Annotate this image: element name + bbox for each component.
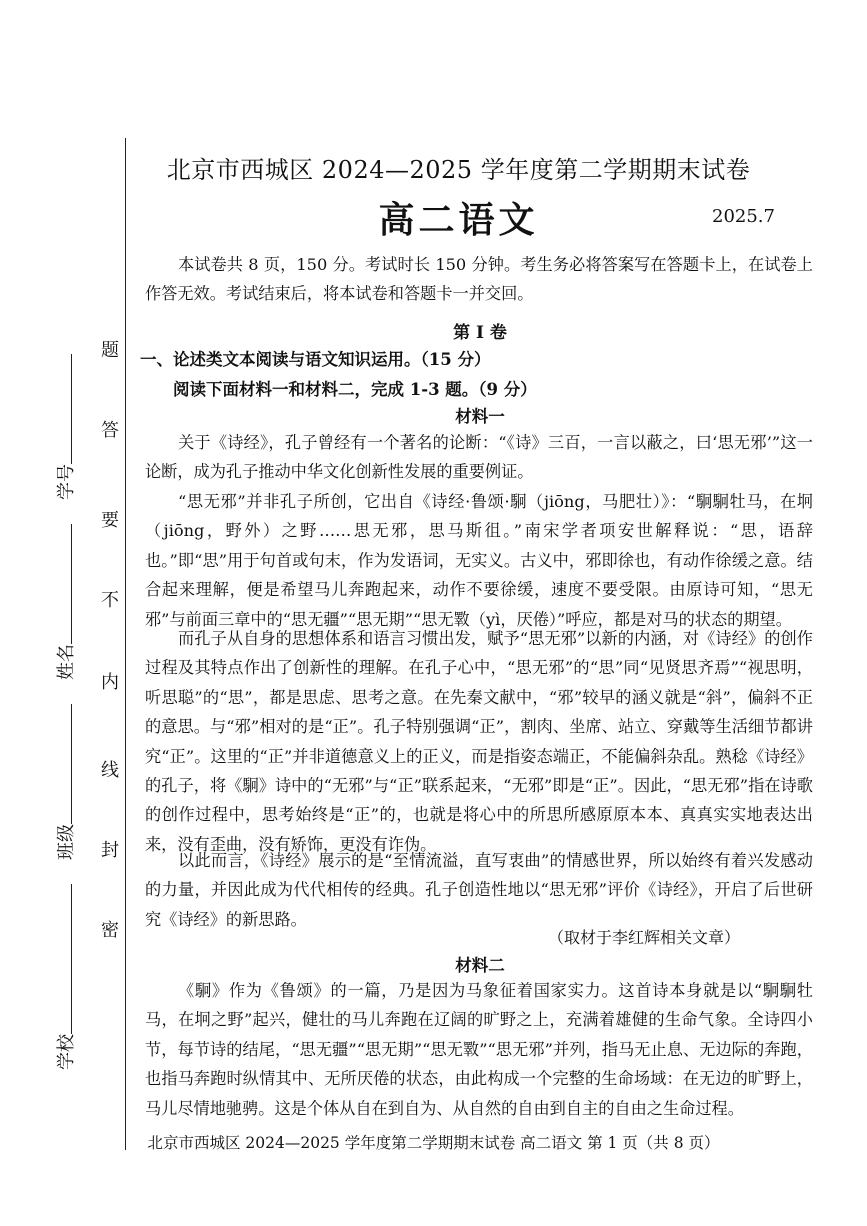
class-field[interactable] (52, 704, 78, 860)
instructions: 本试卷共 8 页，150 分。考试时长 150 分钟。考生务必将答案写在答题卡上，在试卷上作答无效。考试结束后，将本试卷和答题卡一并交回。 (145, 255, 813, 304)
material2-title: 材料二 (455, 956, 505, 975)
material2-paragraph-1: 《駉》作为《鲁颂》的一篇，乃是因为马象征着国家实力。这首诗本身就是以“駉駉牡马，在坰之野”起兴，健壮的马儿奔跑在辽阔的旷野之上，充满着雄健的生命气象。全诗四小节，每节诗的结尾，“思无疆”“思无期”“思无斁”“思无邪”并列，指马无止息、无边际的奔跑，也指马奔跑时纵情其中、无所厌倦的状态，由此构成一个完整的生命场域：在无边的旷野上，马儿尽情地驰骋。这是个体从自在到自为、从自然的自由到自主的自由之生命过程。 (145, 981, 813, 1118)
subject-title: 高二语文 (378, 199, 539, 241)
student-id-label: 学号 (56, 464, 77, 500)
seal-char-feng: 封 (98, 840, 119, 860)
name-field[interactable] (52, 524, 78, 680)
material1-paragraph-1: 关于《诗经》，孔子曾经有一个著名的论断：“《诗》三百，一言以蔽之，曰‘思无邪’”这一论断，成为孔子推动中华文化创新性发展的重要例证。 (145, 433, 813, 482)
seal-char-xian: 线 (98, 760, 119, 780)
school-field[interactable] (52, 884, 78, 1070)
binding-margin-line (125, 138, 126, 1150)
material1-paragraph-4: 以此而言，《诗经》展示的是“至情流溢，直写衷曲”的情感世界，所以始终有着兴发感动的力量，并因此成为代代相传的经典。孔子创造性地以“思无邪”评价《诗经》，开启了后世研究《诗经》的新思路。 (145, 851, 813, 929)
material1-source: （取材于李红辉相关文章） (548, 928, 741, 947)
school-label: 学校 (56, 1034, 77, 1070)
seal-char-mi: 密 (98, 920, 119, 940)
exam-title: 北京市西城区 2024—2025 学年度第二学期期末试卷 (166, 156, 751, 184)
exam-date: 2025.7 (712, 206, 775, 227)
section1-prompt: 阅读下面材料一和材料二，完成 1-3 题。（9 分） (173, 380, 537, 399)
seal-char-nei: 内 (98, 672, 119, 692)
material1-paragraph-2: “思无邪”并非孔子所创，它出自《诗经·鲁颂·駉（jiōng，马肥壮）》：“駉駉牡马，在坰（jiōng，野外）之野……思无邪，思马斯徂。”南宋学者项安世解释说：“思，语辞也。”即“思”用于句首或句末，作为发语词，无实义。古义中，邪即徐也，有动作徐缓之意。结合起来理解，便是希望马儿奔跑起来，动作不要徐缓，速度不要受限。由原诗可知，“思无邪”与前面三章中的“思无疆”“思无期”“思无斁（yì，厌倦）”呼应，都是对马的状态的期望。 (145, 492, 813, 629)
seal-char-bu: 不 (98, 590, 119, 610)
name-label: 姓名 (56, 644, 77, 680)
material1-title: 材料一 (455, 407, 505, 426)
seal-char-da: 答 (98, 420, 119, 440)
material1-paragraph-3: 而孔子从自身的思想体系和语言习惯出发，赋予“思无邪”以新的内涵，对《诗经》的创作过程及其特点作出了创新性的理解。在孔子心中，“思无邪”的“思”同“见贤思齐焉”“视思明，听思聪”的“思”，都是思虑、思考之意。在先秦文献中，“邪”较早的涵义就是“斜”，偏斜不正的意思。与“邪”相对的是“正”。孔子特别强调“正”，割肉、坐席、站立、穿戴等生活细节都讲究“正”。这里的“正”并非道德意义上的正义，而是指姿态端正，不能偏斜杂乱。熟稔《诗经》的孔子，将《駉》诗中的“无邪”与“正”联系起来，“无邪”即是“正”。因此，“思无邪”指在诗歌的创作过程中，思考始终是“正”的，也就是将心中的所思所感原原本本、真真实实地表达出来，没有歪曲，没有矫饰，更没有诈伪。 (145, 629, 813, 854)
volume-label: 第 I 卷 (453, 323, 507, 343)
page-footer: 北京市西城区 2024—2025 学年度第二学期期末试卷 高二语文 第 1 页（共 8 页） (147, 1134, 720, 1152)
class-label: 班级 (56, 824, 77, 860)
seal-char-yao: 要 (98, 510, 119, 530)
seal-char-ti: 题 (98, 340, 119, 360)
section1-heading: 一、论述类文本阅读与语文知识运用。（15 分） (140, 350, 491, 369)
student-id-field[interactable] (52, 354, 78, 500)
